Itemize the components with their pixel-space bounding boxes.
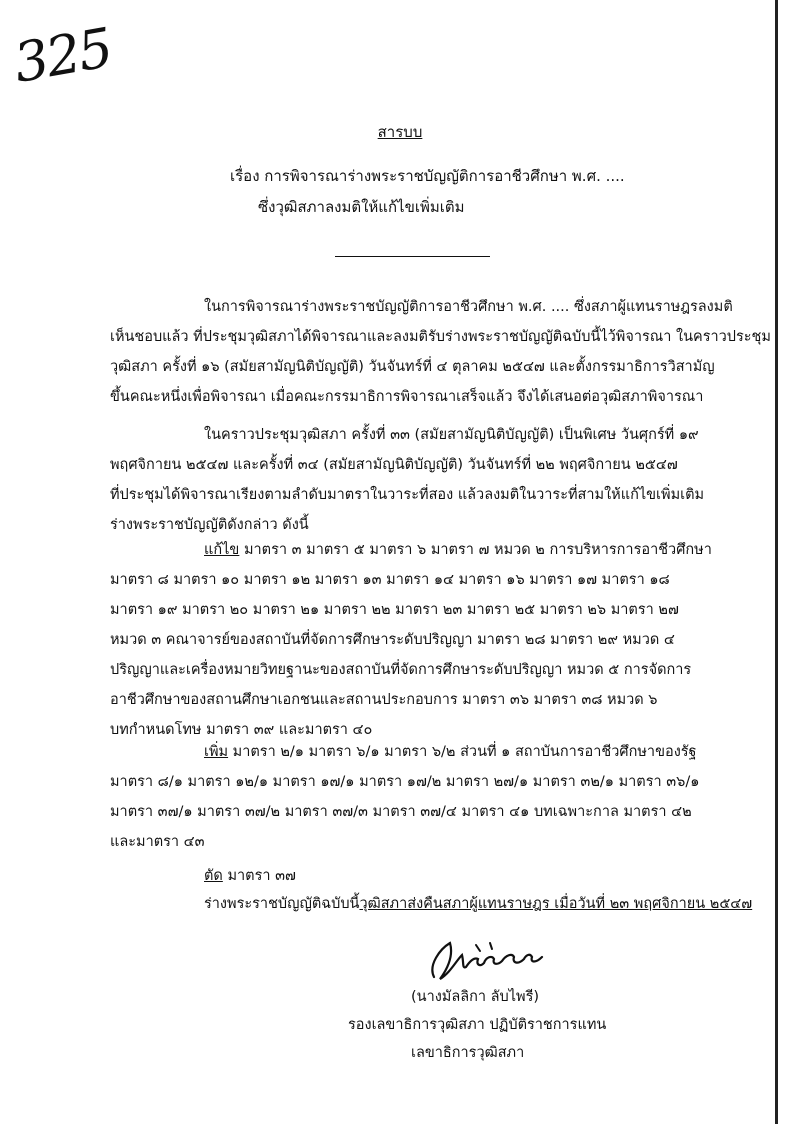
amend-line: มาตรา ๑๙ มาตรา ๒๐ มาตรา ๒๑ มาตรา ๒๒ มาตรา ๒๓ มาตรา ๒๕ มาตรา ๒๖ มาตรา ๒๗ (110, 602, 679, 618)
add-label: เพิ่ม (204, 744, 229, 760)
amend-label: แก้ไข (204, 542, 240, 558)
paragraph-line: ร่างพระราชบัญญัติดังกล่าว ดังนี้ (110, 517, 309, 533)
cut-section (110, 861, 760, 891)
paragraph-line: พฤศจิกายน ๒๕๔๗ และครั้งที่ ๓๔ (สมัยสามัญนิติบัญญัติ) วันจันทร์ที่ ๒๒ พฤศจิกายน ๒๕๔๗ (110, 457, 678, 473)
cut-label: ตัด (204, 868, 223, 884)
amend-section (110, 535, 760, 745)
subject-line-2: ซึ่งวุฒิสภาลงมติให้แก้ไขเพิ่มเติม (258, 198, 465, 216)
amend-first-line (110, 535, 760, 565)
paragraph-2 (110, 420, 760, 540)
signer-position: รองเลขาธิการวุฒิสภา ปฏิบัติราชการแทน (348, 1017, 607, 1033)
amend-line: มาตรา ๘ มาตรา ๑๐ มาตรา ๑๒ มาตรา ๑๓ มาตรา ๑๔ มาตรา ๑๖ มาตรา ๑๗ มาตรา ๑๘ (110, 572, 670, 588)
return-prefix: ร่างพระราชบัญญัติฉบับนี้ (204, 896, 360, 912)
add-section (110, 737, 760, 857)
add-line: มาตรา ๓๗/๑ มาตรา ๓๗/๒ มาตรา ๓๗/๓ มาตรา ๓๗/๔ มาตรา ๔๑ บทเฉพาะกาล มาตรา ๔๒ (110, 804, 692, 820)
amend-line: มาตรา ๓ มาตรา ๕ มาตรา ๖ มาตรา ๗ หมวด ๒ การบริหารการอาชีวศึกษา (239, 542, 712, 558)
handwritten-signature (420, 935, 560, 985)
document-title: สารบบ (377, 123, 423, 141)
add-first-line (110, 737, 760, 767)
return-line (110, 889, 760, 919)
return-statement (110, 889, 760, 919)
return-date: วุฒิสภาส่งคืนสภาผู้แทนราษฎร เมื่อวันที่ ๒๓ พฤศจิกายน ๒๕๔๗ (359, 896, 753, 912)
paragraph-line: ในการพิจารณาร่างพระราชบัญญัติการอาชีวศึกษา พ.ศ. .... ซึ่งสภาผู้แทนราษฎรลงมติ (204, 299, 733, 315)
amend-line: หมวด ๓ คณาจารย์ของสถาบันที่จัดการศึกษาระดับปริญญา มาตรา ๒๘ มาตรา ๒๙ หมวด ๔ (110, 632, 675, 648)
cut-text: มาตรา ๓๗ (222, 868, 296, 884)
cut-line (110, 861, 760, 891)
scan-edge (775, 0, 778, 1124)
paragraph-line: วุฒิสภา ครั้งที่ ๑๖ (สมัยสามัญนิติบัญญัติ) วันจันทร์ที่ ๔ ตุลาคม ๒๕๔๗ และตั้งกรรมาธิการวิสามัญ (110, 359, 715, 375)
signer-name: (นางมัลลิกา ลับไพรี) (411, 989, 540, 1005)
add-line: มาตรา ๘/๑ มาตรา ๑๒/๑ มาตรา ๑๗/๑ มาตรา ๑๗/๒ มาตรา ๒๗/๑ มาตรา ๓๒/๑ มาตรา ๓๖/๑ (110, 774, 700, 790)
divider-line (335, 256, 490, 257)
paragraph-1 (110, 292, 771, 412)
paragraph-line: ในคราวประชุมวุฒิสภา ครั้งที่ ๓๓ (สมัยสามัญนิติบัญญัติ) เป็นพิเศษ วันศุกร์ที่ ๑๙ (204, 427, 699, 443)
add-line: มาตรา ๒/๑ มาตรา ๖/๑ มาตรา ๖/๒ ส่วนที่ ๑ สถาบันการอาชีวศึกษาของรัฐ (228, 744, 697, 760)
amend-line: อาชีวศึกษาของสถานศึกษาเอกชนและสถานประกอบการ มาตรา ๓๖ มาตรา ๓๘ หมวด ๖ (110, 692, 658, 708)
amend-line: ปริญญาและเครื่องหมายวิทยฐานะของสถาบันที่จัดการศึกษาระดับปริญญา หมวด ๕ การจัดการ (110, 662, 692, 678)
add-line: และมาตรา ๔๓ (110, 834, 205, 850)
paragraph-line: ขึ้นคณะหนึ่งเพื่อพิจารณา เมื่อคณะกรรมาธิการพิจารณาเสร็จแล้ว จึงได้เสนอต่อวุฒิสภาพิจารณา (110, 389, 704, 405)
paragraph-line: เห็นชอบแล้ว ที่ประชุมวุฒิสภาได้พิจารณาและลงมติรับร่างพระราชบัญญัติฉบับนี้ไว้พิจารณา ในคราวประชุม (110, 329, 771, 345)
signer-office: เลขาธิการวุฒิสภา (411, 1045, 525, 1061)
paragraph-line: ที่ประชุมได้พิจารณาเรียงตามลำดับมาตราในวาระที่สอง แล้วลงมติในวาระที่สามให้แก้ไขเพิ่มเติม (110, 487, 705, 503)
subject-line-1: เรื่อง การพิจารณาร่างพระราชบัญญัติการอาชีวศึกษา พ.ศ. .... (230, 167, 625, 185)
amend-line: บทกำหนดโทษ มาตรา ๓๙ และมาตรา ๔๐ (110, 722, 373, 738)
handwritten-page-number: 325 (9, 16, 116, 95)
